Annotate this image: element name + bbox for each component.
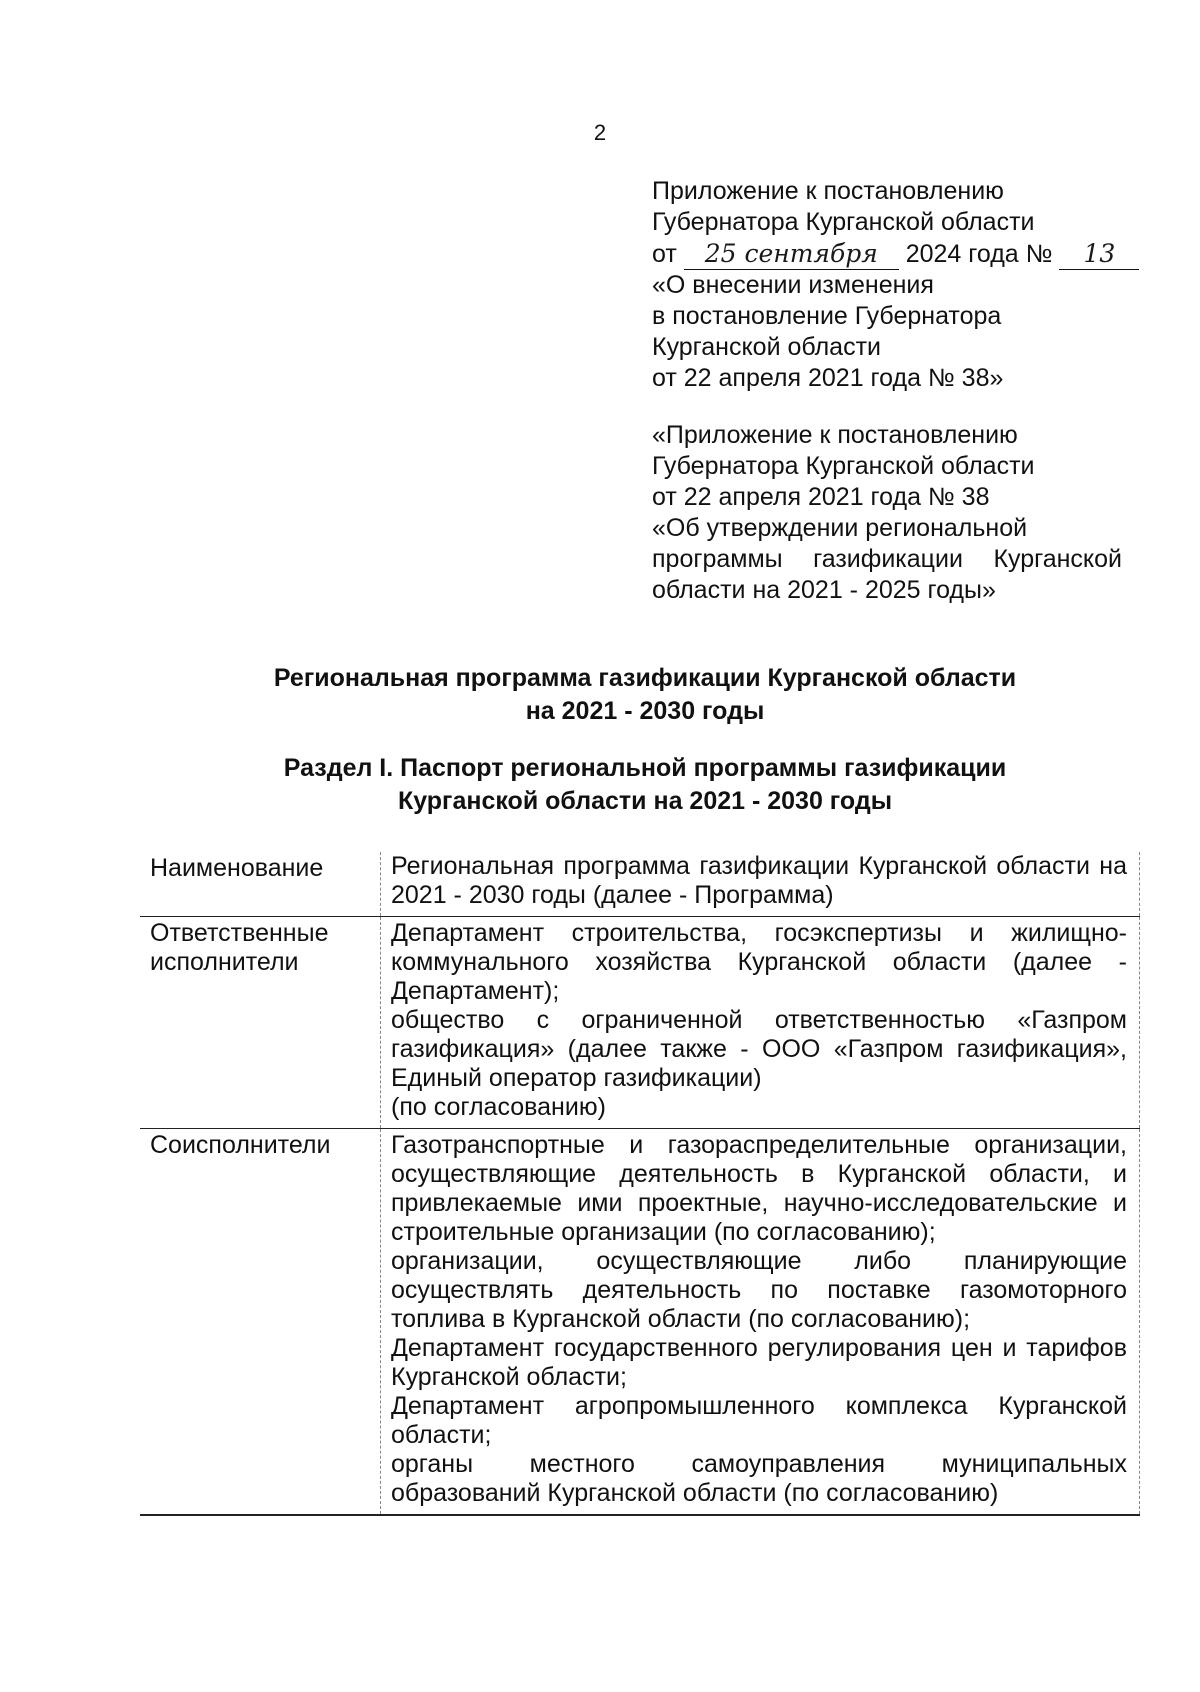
passport-row-value	[380, 1129, 1140, 1514]
passport-row-value	[380, 917, 1140, 1128]
appendix-line: от 22 апреля 2021 года № 38	[652, 483, 990, 511]
passport-row-label: Ответственные исполнители	[150, 919, 329, 976]
appendix-line: «Об утверждении региональной	[652, 514, 1028, 542]
passport-table	[140, 852, 1140, 1516]
appendix-line: Приложение к постановлению	[652, 177, 1004, 205]
passport-row-name	[140, 852, 1140, 917]
document-title	[0, 662, 1200, 728]
appendix-header-original	[652, 420, 1122, 606]
appendix-line: от 22 апреля 2021 года № 38»	[652, 364, 1004, 392]
passport-paragraph: (по согласованию)	[391, 1093, 606, 1121]
appendix-line: в постановление Губернатора	[652, 302, 1002, 330]
passport-paragraph: общество с ограниченной ответственностью «Газпром газификация» (далее также - ООО «Газпром газификация», Единый оператор газификации)	[391, 1006, 1127, 1092]
passport-row-value	[380, 852, 1140, 916]
appendix-line: «О внесении изменения	[652, 271, 934, 299]
passport-row-co-executors	[140, 1129, 1140, 1516]
section-title-line: Раздел I. Паспорт региональной программы газификации	[283, 754, 1007, 782]
passport-paragraph: Департамент агропромышленного комплекса Курганской области;	[391, 1392, 1127, 1449]
passport-paragraph: Департамент строительства, госэкспертизы и жилищно-коммунального хозяйства Курганской области (далее - Департамент);	[391, 919, 1127, 1005]
appendix-line: Курганской области	[652, 333, 882, 361]
passport-paragraph: Региональная программа газификации Курганской области на 2021 - 2030 годы (далее - Программа)	[391, 852, 1127, 909]
page-number: 2	[593, 120, 607, 145]
appendix-line: «Приложение к постановлению	[652, 421, 1018, 449]
date-year: 2024 года №	[905, 240, 1053, 268]
passport-row-label: Соисполнители	[150, 1131, 331, 1159]
section-title-line: Курганской области на 2021 - 2030 годы	[397, 787, 893, 815]
handwritten-date: 25 сентября	[684, 238, 899, 270]
appendix-header-current	[652, 176, 1122, 394]
handwritten-number: 13	[1059, 238, 1139, 270]
appendix-line: Губернатора Курганской области	[652, 208, 1035, 236]
appendix-line: программы газификации Курганской	[652, 545, 1122, 573]
document-title-line: Региональная программа газификации Курганской области	[273, 664, 1017, 692]
passport-paragraph: органы местного самоуправления муниципальных образований Курганской области (по согласованию)	[391, 1450, 1127, 1507]
section-title	[0, 752, 1200, 818]
passport-paragraph: Газотранспортные и газораспределительные организации, осуществляющие деятельность в Курганской области, и привлекаемые ими проектные, научно-исследовательские и строительные организации (по согласованию);	[391, 1131, 1127, 1246]
passport-paragraph: организации, осуществляющие либо планирующие осуществлять деятельность по поставке газомоторного топлива в Курганской области (по согласованию);	[391, 1247, 1127, 1333]
appendix-line: Губернатора Курганской области	[652, 452, 1035, 480]
appendix-line: области на 2021 - 2025 годы»	[652, 576, 996, 604]
passport-row-label: Наименование	[150, 854, 324, 882]
passport-row-executors	[140, 917, 1140, 1129]
passport-paragraph: Департамент государственного регулирования цен и тарифов Курганской области;	[391, 1334, 1127, 1391]
date-prefix: от	[652, 240, 677, 268]
document-title-line: на 2021 - 2030 годы	[525, 697, 765, 725]
appendix-date-line	[652, 238, 1122, 270]
